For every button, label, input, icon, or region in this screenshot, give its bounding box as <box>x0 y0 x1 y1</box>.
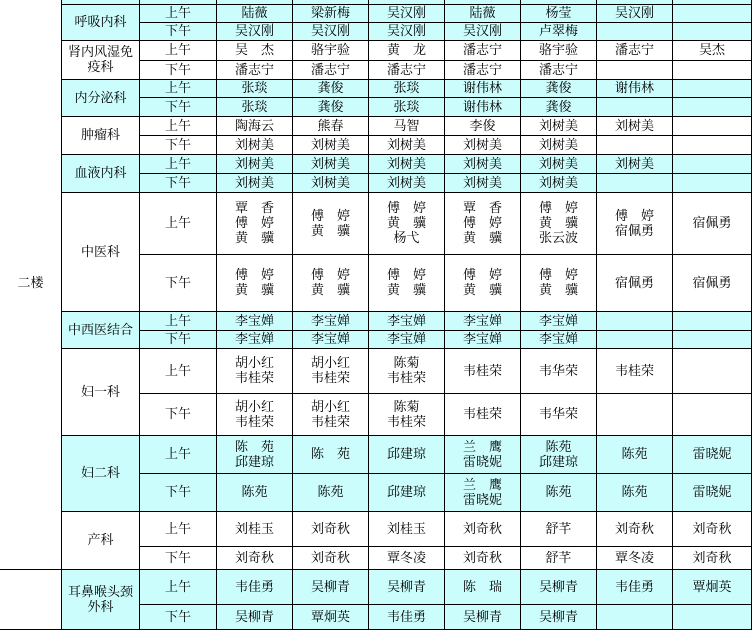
doctor-cell[interactable]: 李宝婵 <box>293 331 369 349</box>
doctor-cell[interactable]: 韦佳勇 <box>369 605 445 630</box>
department-name: 妇二科 <box>62 436 140 512</box>
doctor-cell[interactable]: 刘树美 <box>445 155 521 174</box>
doctor-cell[interactable]: 谢伟林 <box>597 80 673 98</box>
doctor-cell[interactable]: 潘志宁 <box>597 41 673 61</box>
session-label-pm: 下午 <box>140 605 217 630</box>
department-name: 产科 <box>62 512 140 570</box>
doctor-cell[interactable]: 陈苑 <box>597 474 673 512</box>
doctor-cell[interactable]: 舒芊 <box>521 547 597 570</box>
floor-label: 二楼 <box>0 0 62 570</box>
department-name: 内分泌科 <box>62 80 140 117</box>
doctor-cell[interactable] <box>673 23 752 41</box>
session-label-am: 上午 <box>140 155 217 174</box>
doctor-cell[interactable]: 潘志宁 <box>217 61 293 80</box>
session-label-pm: 下午 <box>140 331 217 349</box>
doctor-cell[interactable]: 韦佳勇 <box>217 570 293 605</box>
doctor-cell[interactable]: 李宝婵 <box>521 312 597 331</box>
doctor-cell[interactable] <box>597 605 673 630</box>
doctor-cell[interactable]: 傅 婷 黄 骥 <box>445 255 521 312</box>
doctor-cell[interactable]: 韦华荣 <box>521 394 597 436</box>
doctor-cell[interactable]: 傅 婷 黄 骥 张云波 <box>521 193 597 255</box>
doctor-cell[interactable]: 韦佳勇 <box>597 570 673 605</box>
doctor-cell[interactable]: 刘树美 <box>445 136 521 155</box>
doctor-cell[interactable]: 龚俊 <box>293 98 369 117</box>
doctor-cell[interactable]: 刘奇秋 <box>293 547 369 570</box>
doctor-cell[interactable]: 张琰 <box>369 98 445 117</box>
doctor-cell[interactable] <box>597 331 673 349</box>
doctor-cell[interactable]: 龚俊 <box>521 98 597 117</box>
doctor-cell[interactable]: 骆宇验 <box>521 41 597 61</box>
doctor-cell[interactable]: 李宝婵 <box>369 331 445 349</box>
doctor-cell[interactable] <box>673 331 752 349</box>
doctor-cell[interactable]: 覃炯英 <box>673 570 752 605</box>
doctor-cell[interactable]: 刘树美 <box>521 174 597 193</box>
doctor-cell[interactable]: 李宝婵 <box>521 331 597 349</box>
session-label-am: 上午 <box>140 312 217 331</box>
doctor-cell[interactable]: 刘桂玉 <box>217 512 293 547</box>
doctor-cell[interactable]: 雷晓妮 <box>673 436 752 474</box>
doctor-cell[interactable] <box>673 605 752 630</box>
doctor-cell[interactable] <box>597 312 673 331</box>
doctor-cell[interactable]: 邱建琼 <box>369 436 445 474</box>
doctor-cell[interactable] <box>597 23 673 41</box>
department-name: 肿瘤科 <box>62 117 140 155</box>
doctor-cell[interactable]: 吴汉刚 <box>217 23 293 41</box>
doctor-cell[interactable]: 吴柳青 <box>521 570 597 605</box>
doctor-cell[interactable]: 卢翠梅 <box>521 23 597 41</box>
session-label-pm: 下午 <box>140 547 217 570</box>
doctor-cell[interactable]: 陈苑 <box>217 474 293 512</box>
doctor-cell[interactable]: 傅 婷 黄 骥 <box>293 193 369 255</box>
doctor-cell[interactable] <box>673 117 752 136</box>
doctor-cell[interactable]: 刘奇秋 <box>445 547 521 570</box>
doctor-cell[interactable]: 吴柳青 <box>521 605 597 630</box>
doctor-cell[interactable]: 吴汉刚 <box>445 23 521 41</box>
doctor-cell[interactable]: 龚俊 <box>293 80 369 98</box>
doctor-cell[interactable]: 李宝婵 <box>445 331 521 349</box>
doctor-cell[interactable]: 刘树美 <box>293 174 369 193</box>
doctor-cell[interactable]: 雷晓妮 <box>673 474 752 512</box>
doctor-cell[interactable]: 张琰 <box>369 80 445 98</box>
doctor-cell[interactable]: 潘志宁 <box>445 41 521 61</box>
doctor-cell[interactable]: 吴 杰 <box>217 41 293 61</box>
doctor-cell[interactable]: 吴柳青 <box>445 605 521 630</box>
doctor-cell[interactable]: 陆薇 <box>445 5 521 23</box>
doctor-cell[interactable]: 陈苑 <box>521 474 597 512</box>
doctor-cell[interactable]: 兰 鹰 雷晓妮 <box>445 436 521 474</box>
doctor-cell[interactable]: 傅 婷 黄 骥 <box>369 255 445 312</box>
doctor-cell[interactable]: 吴汉刚 <box>293 23 369 41</box>
doctor-cell[interactable]: 李宝婵 <box>293 312 369 331</box>
doctor-cell[interactable]: 宿佩勇 <box>673 193 752 255</box>
doctor-cell[interactable]: 骆宇验 <box>293 41 369 61</box>
session-label-am: 上午 <box>140 5 217 23</box>
doctor-cell[interactable]: 谢伟林 <box>445 98 521 117</box>
session-label-pm: 下午 <box>140 98 217 117</box>
doctor-cell[interactable] <box>673 394 752 436</box>
doctor-cell[interactable]: 杨莹 <box>521 5 597 23</box>
doctor-cell[interactable]: 覃 香 傅 婷 黄 骥 <box>445 193 521 255</box>
session-label-am: 上午 <box>140 512 217 547</box>
doctor-cell[interactable]: 韦桂荣 <box>445 349 521 394</box>
doctor-cell[interactable]: 刘树美 <box>369 155 445 174</box>
doctor-cell[interactable]: 刘奇秋 <box>673 512 752 547</box>
doctor-cell[interactable]: 傅 婷 黄 骥 <box>217 255 293 312</box>
doctor-cell[interactable]: 刘奇秋 <box>293 512 369 547</box>
session-label-pm: 下午 <box>140 255 217 312</box>
doctor-cell[interactable]: 熊春 <box>293 117 369 136</box>
doctor-cell[interactable]: 胡小红 韦桂荣 <box>293 349 369 394</box>
doctor-cell[interactable] <box>673 155 752 174</box>
doctor-cell[interactable]: 刘树美 <box>369 174 445 193</box>
doctor-cell[interactable]: 傅 婷 黄 骥 <box>521 255 597 312</box>
doctor-cell[interactable]: 陈菊 韦桂荣 <box>369 394 445 436</box>
department-name: 血液内科 <box>62 155 140 193</box>
doctor-cell[interactable]: 刘树美 <box>293 136 369 155</box>
doctor-cell[interactable] <box>673 61 752 80</box>
department-name: 呼吸内科 <box>62 5 140 41</box>
department-name: 中西医结合 <box>62 312 140 349</box>
department-name: 中医科 <box>62 193 140 312</box>
floor-label-next <box>0 570 62 630</box>
doctor-cell[interactable] <box>673 5 752 23</box>
doctor-cell[interactable]: 韦桂荣 <box>597 349 673 394</box>
department-name: 肾内风湿免 疫科 <box>62 41 140 80</box>
doctor-cell[interactable]: 刘奇秋 <box>217 547 293 570</box>
doctor-cell[interactable]: 李宝婵 <box>217 312 293 331</box>
doctor-cell[interactable]: 陶海云 <box>217 117 293 136</box>
session-label-am: 上午 <box>140 570 217 605</box>
doctor-cell[interactable]: 邱建琼 <box>369 474 445 512</box>
doctor-cell[interactable]: 傅 婷 黄 骥 <box>293 255 369 312</box>
doctor-cell[interactable]: 吴汉刚 <box>369 23 445 41</box>
doctor-cell[interactable]: 刘树美 <box>521 155 597 174</box>
doctor-cell[interactable]: 陈 苑 邱建琼 <box>217 436 293 474</box>
doctor-cell[interactable]: 潘志宁 <box>293 61 369 80</box>
doctor-cell[interactable] <box>597 136 673 155</box>
doctor-cell[interactable]: 覃冬凌 <box>597 547 673 570</box>
doctor-cell[interactable]: 刘树美 <box>217 174 293 193</box>
doctor-cell[interactable]: 吴汉刚 <box>369 5 445 23</box>
doctor-cell[interactable]: 陈 苑 <box>293 436 369 474</box>
doctor-cell[interactable]: 陈苑 邱建琼 <box>521 436 597 474</box>
doctor-cell[interactable]: 覃炯英 <box>293 605 369 630</box>
session-label-am: 上午 <box>140 80 217 98</box>
doctor-cell[interactable]: 谢伟林 <box>445 80 521 98</box>
doctor-cell[interactable]: 潘志宁 <box>521 61 597 80</box>
doctor-cell[interactable]: 刘奇秋 <box>445 512 521 547</box>
doctor-cell[interactable]: 刘树美 <box>217 155 293 174</box>
doctor-cell[interactable]: 马智 <box>369 117 445 136</box>
doctor-cell[interactable]: 陈菊 韦桂荣 <box>369 349 445 394</box>
doctor-cell[interactable]: 吴柳青 <box>369 570 445 605</box>
doctor-cell[interactable]: 李俊 <box>445 117 521 136</box>
department-name: 耳鼻喉头颈 外科 <box>62 570 140 630</box>
doctor-cell[interactable]: 覃冬凌 <box>369 547 445 570</box>
session-label-pm: 下午 <box>140 23 217 41</box>
doctor-cell[interactable]: 宿佩勇 <box>597 255 673 312</box>
session-label-pm: 下午 <box>140 394 217 436</box>
doctor-cell[interactable]: 梁新梅 <box>293 5 369 23</box>
doctor-cell[interactable]: 黄 龙 <box>369 41 445 61</box>
doctor-cell[interactable] <box>673 80 752 98</box>
doctor-cell[interactable]: 宿佩勇 <box>673 255 752 312</box>
doctor-cell[interactable]: 胡小红 韦桂荣 <box>217 394 293 436</box>
doctor-cell[interactable] <box>597 98 673 117</box>
doctor-cell[interactable]: 覃 香 傅 婷 黄 骥 <box>217 193 293 255</box>
doctor-cell[interactable]: 刘树美 <box>521 117 597 136</box>
session-label-am: 上午 <box>140 436 217 474</box>
doctor-cell[interactable]: 刘奇秋 <box>597 512 673 547</box>
doctor-cell[interactable]: 刘树美 <box>293 155 369 174</box>
doctor-cell[interactable]: 潘志宁 <box>445 61 521 80</box>
session-label-pm: 下午 <box>140 474 217 512</box>
doctor-cell[interactable]: 兰 鹰 雷晓妮 <box>445 474 521 512</box>
doctor-cell[interactable]: 刘树美 <box>217 136 293 155</box>
session-label-am: 上午 <box>140 117 217 136</box>
doctor-cell[interactable]: 李宝婵 <box>369 312 445 331</box>
doctor-cell[interactable] <box>673 98 752 117</box>
doctor-cell[interactable]: 陆薇 <box>217 5 293 23</box>
doctor-cell[interactable]: 傅 婷 黄 骥 杨弋 <box>369 193 445 255</box>
doctor-cell[interactable] <box>597 174 673 193</box>
doctor-cell[interactable]: 胡小红 韦桂荣 <box>293 394 369 436</box>
session-label-am: 上午 <box>140 193 217 255</box>
department-name: 妇一科 <box>62 349 140 436</box>
doctor-cell[interactable] <box>673 312 752 331</box>
doctor-cell[interactable]: 陈苑 <box>597 436 673 474</box>
doctor-cell[interactable]: 李宝婵 <box>217 331 293 349</box>
doctor-cell[interactable]: 舒芊 <box>521 512 597 547</box>
doctor-cell[interactable]: 韦桂荣 <box>445 394 521 436</box>
doctor-cell[interactable]: 张琰 <box>217 98 293 117</box>
doctor-cell[interactable]: 吴柳青 <box>217 605 293 630</box>
session-label-pm: 下午 <box>140 61 217 80</box>
doctor-cell[interactable] <box>673 349 752 394</box>
doctor-cell[interactable]: 刘树美 <box>445 174 521 193</box>
session-label-pm: 下午 <box>140 136 217 155</box>
doctor-cell[interactable]: 刘奇秋 <box>673 547 752 570</box>
doctor-cell[interactable]: 刘桂玉 <box>369 512 445 547</box>
doctor-cell[interactable]: 张琰 <box>217 80 293 98</box>
doctor-cell[interactable]: 胡小红 韦桂荣 <box>217 349 293 394</box>
doctor-cell[interactable]: 陈苑 <box>293 474 369 512</box>
doctor-cell[interactable]: 龚俊 <box>521 80 597 98</box>
doctor-cell[interactable] <box>597 61 673 80</box>
doctor-cell[interactable]: 吴汉刚 <box>597 5 673 23</box>
doctor-cell[interactable]: 刘树美 <box>521 136 597 155</box>
doctor-cell[interactable] <box>673 136 752 155</box>
doctor-cell[interactable] <box>597 394 673 436</box>
session-label-am: 上午 <box>140 349 217 394</box>
doctor-cell[interactable]: 韦华荣 <box>521 349 597 394</box>
doctor-cell[interactable]: 刘树美 <box>369 136 445 155</box>
session-label-pm: 下午 <box>140 174 217 193</box>
doctor-cell[interactable]: 刘树美 <box>597 155 673 174</box>
doctor-cell[interactable]: 吴杰 <box>673 41 752 61</box>
doctor-cell[interactable]: 刘树美 <box>597 117 673 136</box>
doctor-cell[interactable]: 傅 婷 宿佩勇 <box>597 193 673 255</box>
doctor-cell[interactable]: 吴柳青 <box>293 570 369 605</box>
doctor-cell[interactable] <box>673 174 752 193</box>
doctor-cell[interactable]: 陈 瑞 <box>445 570 521 605</box>
doctor-cell[interactable]: 潘志宁 <box>369 61 445 80</box>
doctor-cell[interactable]: 李宝婵 <box>445 312 521 331</box>
session-label-am: 上午 <box>140 41 217 61</box>
